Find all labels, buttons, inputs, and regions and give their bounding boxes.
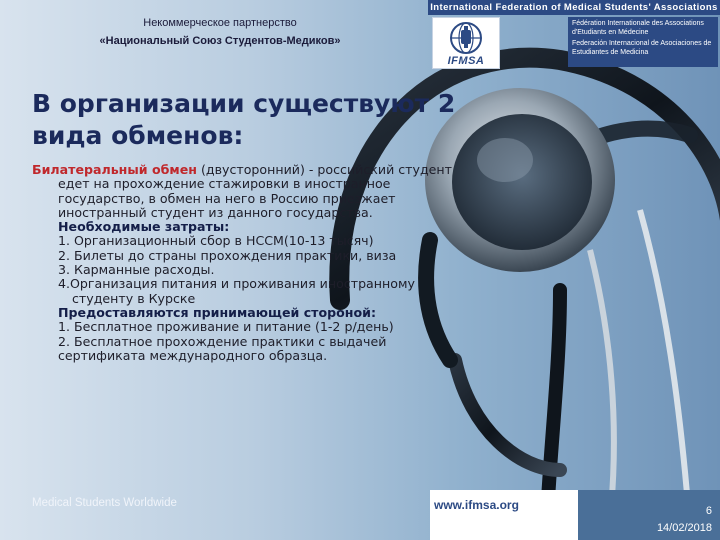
ifmsa-globe-icon	[433, 20, 499, 58]
slide-title: В организации существуют 2 вида обменов:	[32, 89, 456, 150]
slide-date: 14/02/2018	[656, 522, 712, 534]
provided-heading: Предоставляются принимающей стороной:	[58, 304, 377, 320]
provided-item-1: 1. Бесплатное проживание и питание (1-2 р/день)	[58, 319, 394, 335]
organization-header	[30, 14, 410, 50]
bilateral-exchange-term: Билатеральный обмен	[32, 162, 197, 177]
provided-item-2: 2. Бесплатное прохождение практики с выдачей сертификата международного образца.	[58, 333, 387, 363]
cost-item-4: 4.Организация питания и проживания иностранному студенту в Курске	[58, 276, 415, 306]
organization-name-line1: Некоммерческое партнерство	[143, 17, 297, 29]
cost-item-2: 2. Билеты до страны прохождения практики, виза	[58, 247, 397, 263]
ifmsa-logo	[432, 17, 500, 69]
ifmsa-banner: International Federation of Medical Students' Associations	[428, 0, 720, 15]
page-number: 6	[705, 505, 712, 517]
ifmsa-name-french: Fédération Internationale des Associations d'Etudiants en Médecine	[572, 20, 704, 36]
ifmsa-name-spanish: Federación Internacional de Asociaciones de Estudiantes de Medicina	[572, 40, 712, 56]
bilateral-exchange-text: (двусторонний) - российский студент едет на прохождение стажировки в иностранное государство, в обмен на него в Россию приезжает иностранный студент из данного государства.	[58, 162, 452, 220]
bilateral-exchange-description	[32, 163, 467, 220]
organization-name-line2: «Национальный Союз Студентов-Медиков»	[99, 35, 341, 47]
cost-item-1: 1. Организационный сбор в НССМ(10-13 тысяч)	[58, 233, 374, 249]
ifmsa-names-panel	[568, 17, 718, 67]
footer-url-box	[430, 490, 578, 540]
costs-heading: Необходимые затраты:	[58, 219, 230, 235]
cost-item-3: 3. Карманные расходы.	[58, 262, 215, 278]
footer-tagline: Medical Students Worldwide	[32, 497, 177, 509]
footer-url-link[interactable]: www.ifmsa.org	[434, 498, 519, 512]
ifmsa-logo-text: IFMSA	[447, 55, 485, 67]
slide-body	[32, 163, 467, 363]
